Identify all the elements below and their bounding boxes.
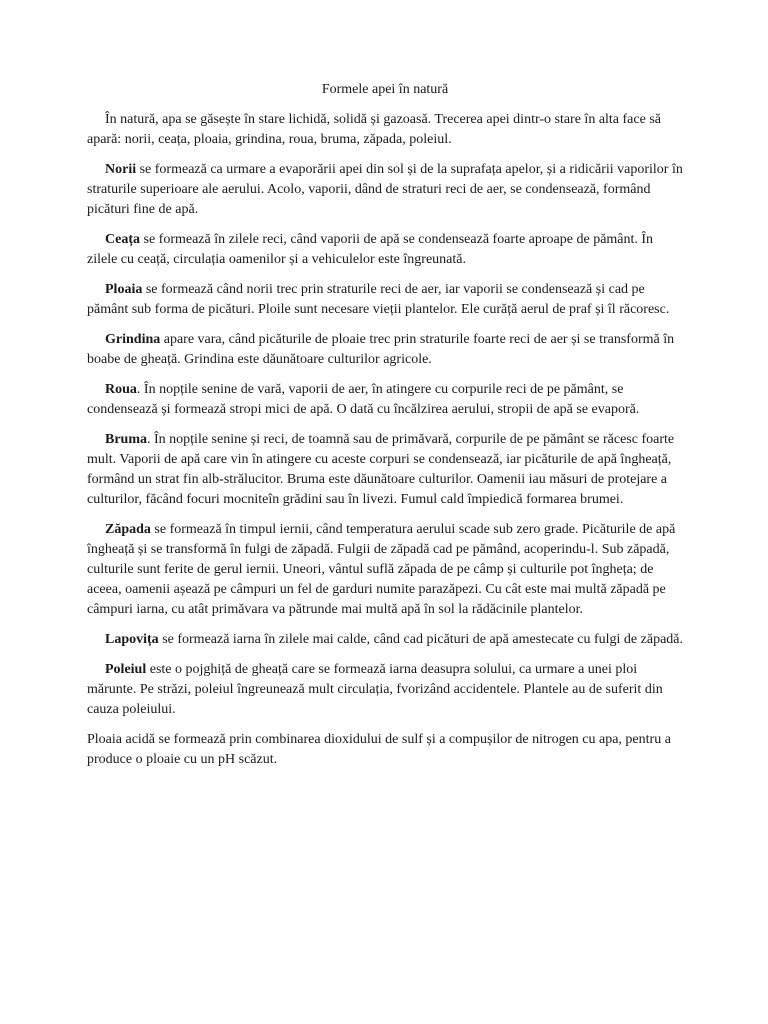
paragraph-bruma <box>87 430 683 510</box>
intro-paragraph: În natură, apa se găsește în stare lichidă, solidă și gazoasă. Trecerea apei dintr-o stare în alta face să apară: norii, ceața, ploaia, grindina, roua, bruma, zăpada, poleiul. <box>87 112 661 147</box>
paragraph-text: este o pojghiță de gheață care se formează iarna deasupra solului, ca urmare a unei ploi mărunte. Pe străzi, poleiul îngreunează mult circulația, fvorizând accidentele. Plantele au de suferit din cauza poleiului. <box>87 662 663 717</box>
term-grindina: Grindina <box>105 332 161 347</box>
document-title: Formele apei în natură <box>321 82 449 97</box>
paragraph-ploaia <box>87 280 683 320</box>
paragraph-text: apare vara, când picăturile de ploaie trec prin straturile foarte reci de aer și se transformă în boabe de gheață. Grindina este dăunătoare culturilor agricole. <box>87 332 675 367</box>
paragraph-poleiul <box>87 660 683 720</box>
closing-paragraph: Ploaia acidă se formează prin combinarea dioxidului de sulf și a compușilor de nitrogen cu apa, pentru a produce o ploaie cu un pH scăzut. <box>87 732 671 767</box>
term-bruma: Bruma <box>105 432 147 447</box>
paragraph-zapada <box>87 520 683 620</box>
term-norii: Norii <box>105 162 137 177</box>
paragraph-norii <box>87 160 683 220</box>
paragraph-text: . În nopțile senine de vară, vaporii de aer, în atingere cu corpurile reci de pe pământ, se condensează și formează stropi mici de apă. O dată cu încălzirea aerului, stropii de apă se evaporă. <box>87 382 640 417</box>
term-ceata: Ceața <box>105 232 140 247</box>
term-zapada: Zăpada <box>105 522 151 537</box>
term-poleiul: Poleiul <box>105 662 147 677</box>
term-lapovita: Lapovița <box>105 632 159 647</box>
term-ploaia: Ploaia <box>105 282 143 297</box>
paragraph-text: . În nopțile senine și reci, de toamnă sau de primăvară, corpurile de pe pământ se răcesc foarte mult. Vaporii de apă care vin în atingere cu aceste corpuri se condensează, iar picăturile de apă îngheață, formând un strat fin alb-strălucitor. Bruma este dăunătoare culturilor. Oamenii iau măsuri de protejare a culturilor, făcând focuri mocniteîn grădini sau în livezi. Fumul cald împiedică formarea brumei. <box>87 432 675 507</box>
paragraph-text: se formează ca urmare a evaporării apei din sol și de la suprafața apelor, și a ridicării vaporilor în straturile superioare ale aerului. Acolo, vaporii, dând de straturi reci de aer, se condensează, formând picături fine de apă. <box>87 162 683 217</box>
paragraph-ceata <box>87 230 683 270</box>
paragraph-grindina <box>87 330 683 370</box>
term-roua: Roua <box>105 382 137 397</box>
paragraph-lapovita <box>87 630 683 650</box>
paragraph-text: se formează în zilele reci, când vaporii de apă se condensează foarte aproape de pământ. În zilele cu ceață, circulația oamenilor și a vehiculelor este îngreunată. <box>87 232 654 267</box>
paragraph-text: se formează iarna în zilele mai calde, când cad picături de apă amestecate cu fulgi de zăpadă. <box>158 632 684 647</box>
paragraph-roua <box>87 380 683 420</box>
paragraph-text: se formează când norii trec prin straturile reci de aer, iar vaporii se condensează și cad pe pământ sub forma de picături. Ploile sunt necesare vieții plantelor. Ele curăță aerul de praf și îl răcoresc. <box>87 282 670 317</box>
paragraph-text: se formează în timpul iernii, când temperatura aerului scade sub zero grade. Picăturile de apă îngheață și se transformă în fulgi de zăpadă. Fulgii de zăpadă cad pe pămând, acoperindu-l. Sub zăpadă, culturile sunt ferite de gerul iernii. Uneori, vântul suflă zăpada de pe câmp și culturile pot îngheța; de aceea, oamenii așează pe câmpuri un fel de garduri numite parazăpezi. Cu cât este mai multă zăpadă pe câmpuri iarna, cu atât primăvara va pătrunde mai multă apă în sol la rădăcinile plantelor. <box>87 522 676 617</box>
